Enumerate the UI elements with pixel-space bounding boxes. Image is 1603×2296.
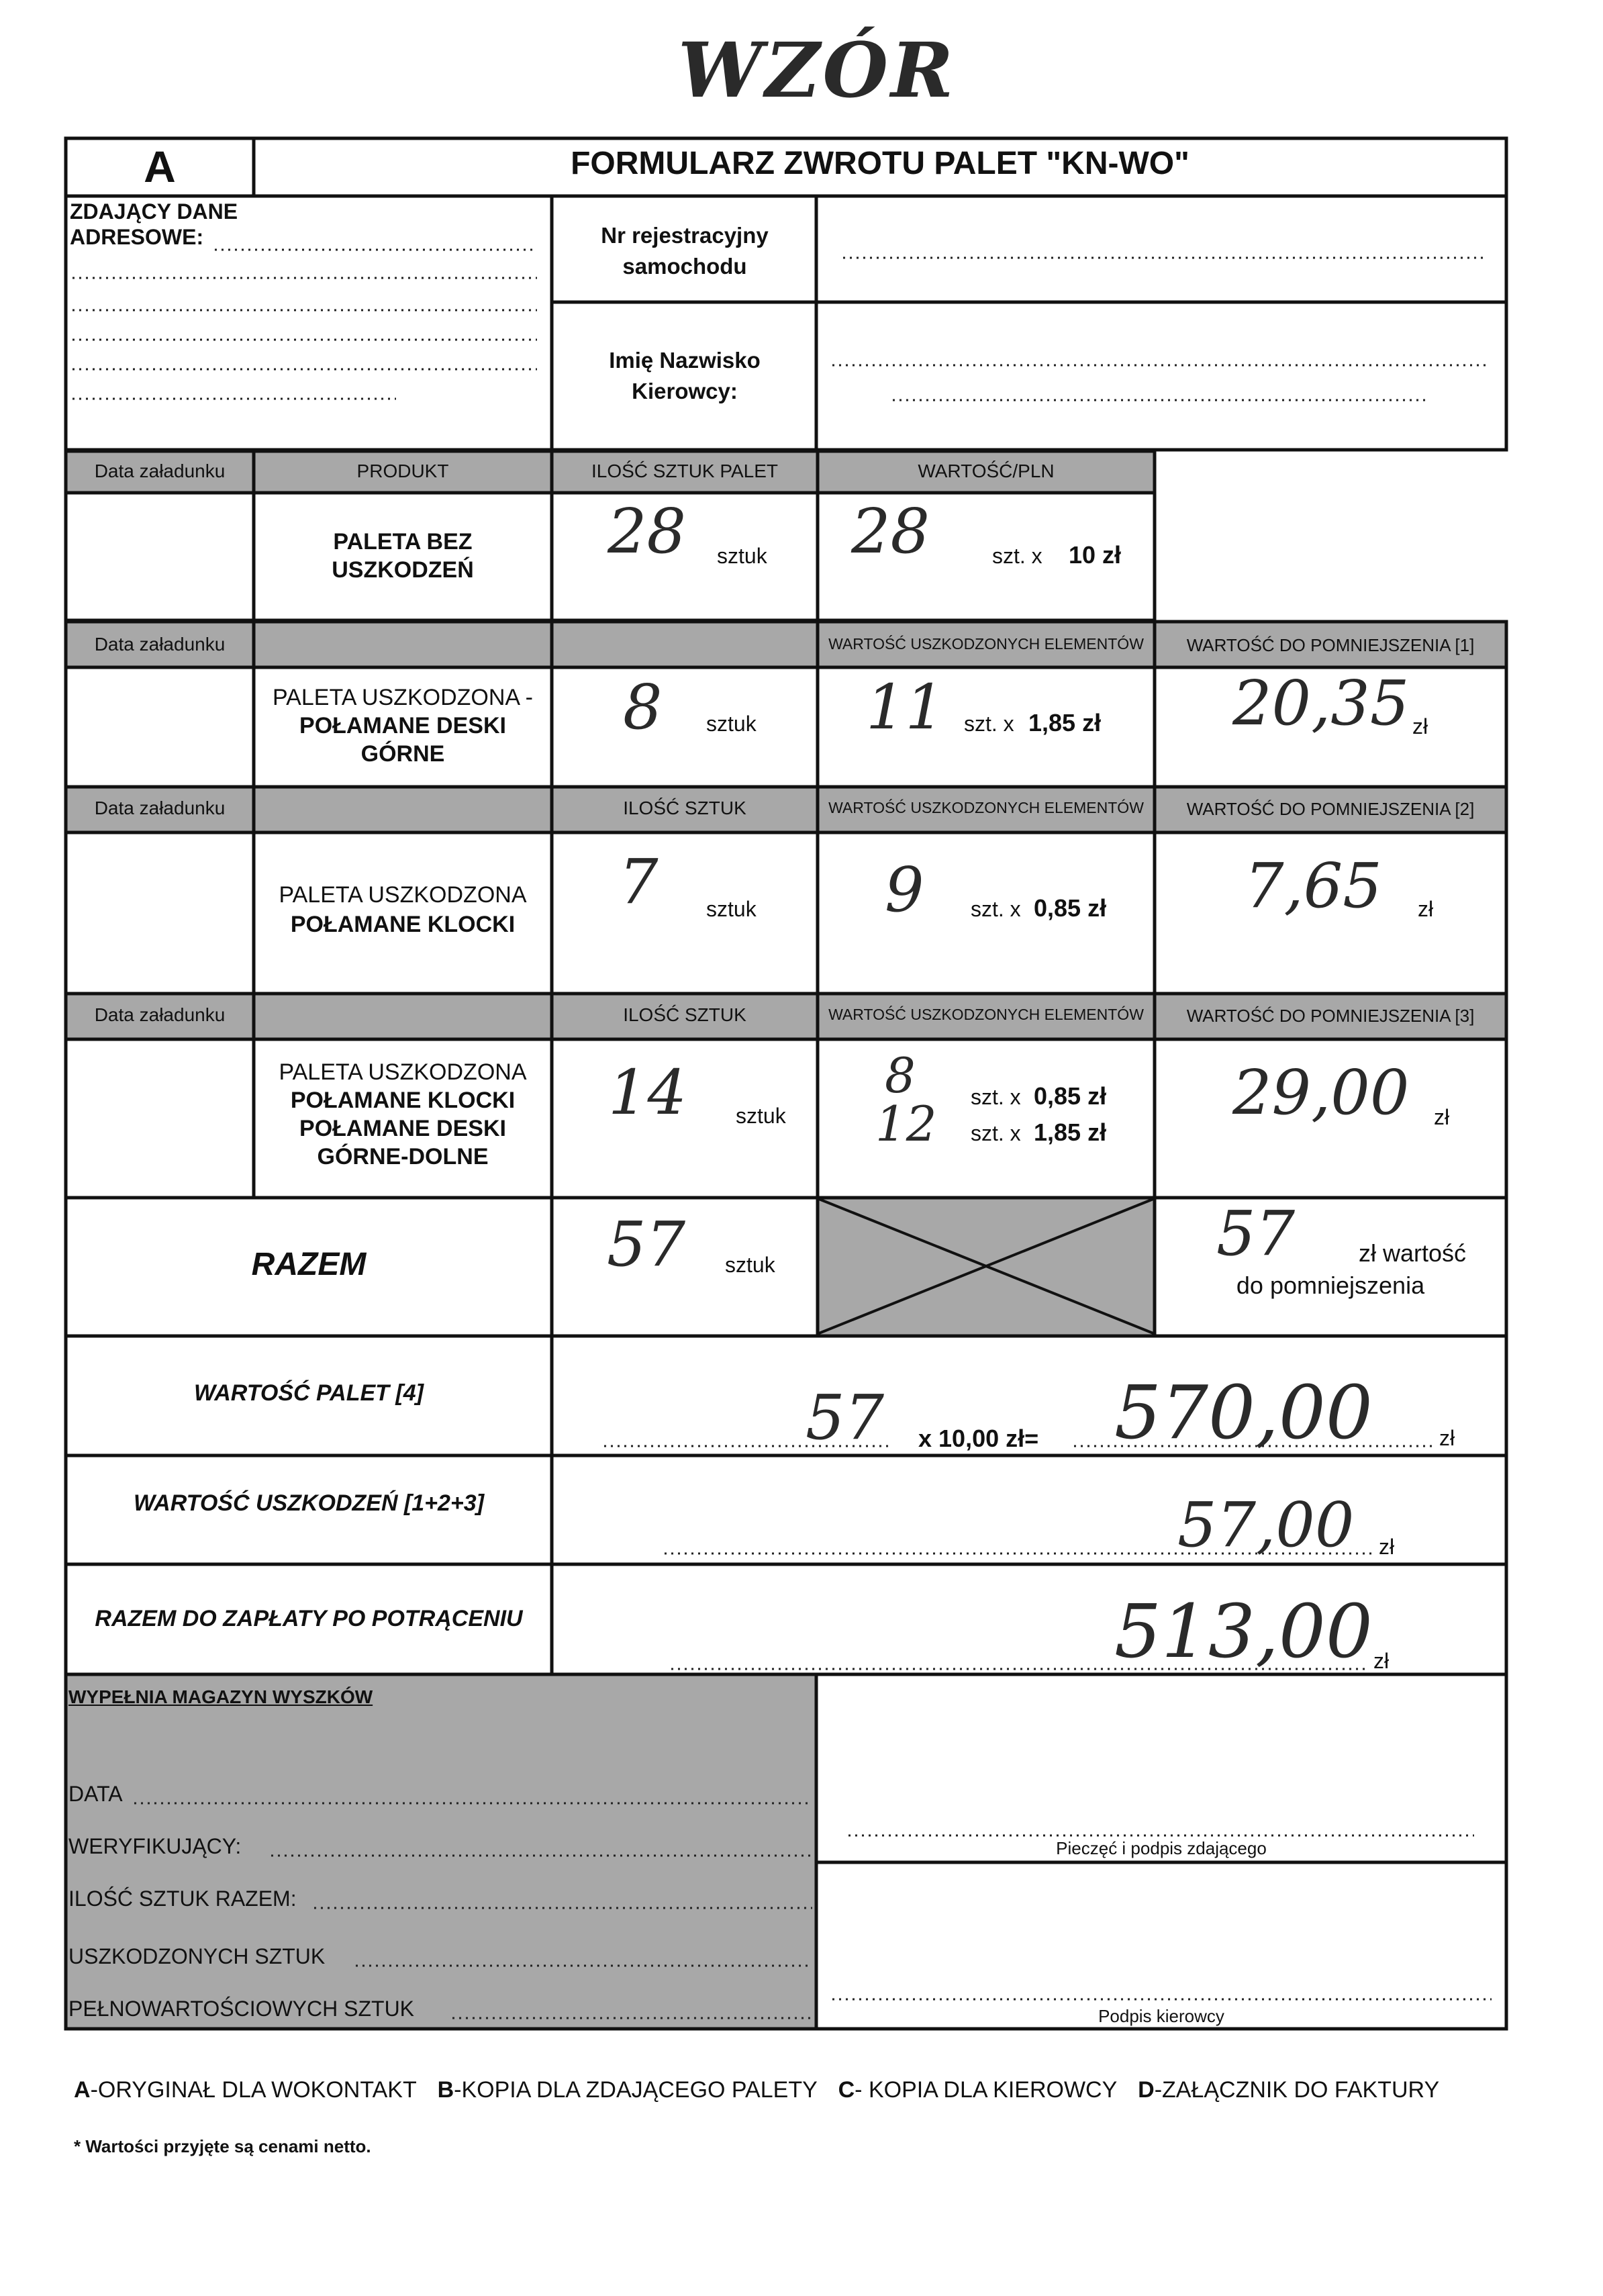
r4-damaged-value-header: WARTOŚĆ USZKODZONYCH ELEMENTÓW [828, 1006, 1144, 1023]
copy-d-text: -ZAŁĄCZNIK DO FAKTURY [1154, 2077, 1440, 2103]
stamp-wzor: WZÓR [678, 27, 957, 115]
warehouse-qty-total: ILOŚĆ SZTUK RAZEM: [68, 1886, 297, 1911]
load-date-label-4: Data załadunku [94, 1004, 226, 1025]
value-pln-header: WARTOŚĆ/PLN [918, 461, 1055, 481]
warehouse-damaged: USZKODZONYCH SZTUK [68, 1944, 326, 1968]
razem-label: RAZEM [251, 1247, 367, 1282]
r3-product-line2: POŁAMANE KLOCKI [290, 912, 516, 937]
sender-signature-label: Pieczęć i podpis zdającego [1056, 1838, 1267, 1858]
pallet-value-unit: zł [1439, 1426, 1455, 1450]
r4-qty-unit: sztuk [736, 1104, 786, 1128]
r1-qty: 28 [608, 495, 687, 567]
copy-a-text: -ORYGINAŁ DLA WOKONTAKT [90, 2077, 417, 2103]
r3-product-line1: PALETA USZKODZONA [279, 882, 527, 908]
r1-qty-unit: sztuk [717, 544, 767, 568]
r3-reduction: 7,65 [1245, 850, 1382, 922]
load-date-label-3: Data załadunku [94, 798, 226, 818]
driver-name-label: Imię Nazwisko Kierowcy: [609, 348, 761, 403]
r4-product-line3: POŁAMANE DESKI [299, 1116, 506, 1141]
razem-value-line1: zł wartość [1359, 1239, 1467, 1267]
copy-c-text: - KOPIA DLA KIEROWCY [855, 2077, 1117, 2103]
r3-elem-unit: szt. x [971, 897, 1021, 921]
r4-product-line1: PALETA USZKODZONA [279, 1059, 527, 1085]
copies-legend [74, 2077, 1439, 2103]
qty-pallets-header: ILOŚĆ SZTUK PALET [591, 461, 778, 481]
razem-qty-unit: sztuk [725, 1253, 775, 1277]
r4-reduction-unit: zł [1434, 1105, 1450, 1129]
r4-elem-price-a: 0,85 zł [1034, 1082, 1107, 1110]
pallet-value-label: WARTOŚĆ PALET [4] [194, 1380, 424, 1406]
r3-qty-header: ILOŚĆ SZTUK [623, 798, 746, 818]
registration-label: Nr rejestracyjny samochodu [601, 223, 769, 279]
r3-qty: 7 [619, 846, 659, 918]
r3-reduction-unit: zł [1418, 897, 1434, 921]
razem-qty: 57 [607, 1208, 686, 1280]
r4-elem-qty-b: 12 [875, 1096, 937, 1152]
copy-b-letter: B [437, 2077, 454, 2103]
r4-reduction: 29,00 [1232, 1057, 1410, 1129]
r1-value-price: 10 zł [1069, 541, 1122, 569]
r2-qty-unit: sztuk [706, 712, 757, 736]
r2-elem-unit: szt. x [964, 712, 1014, 736]
load-date-label-2: Data załadunku [94, 634, 226, 655]
r4-qty-header: ILOŚĆ SZTUK [623, 1004, 746, 1025]
pay-label: RAZEM DO ZAPŁATY PO POTRĄCENIU [95, 1606, 523, 1631]
r2-damaged-value-header: WARTOŚĆ USZKODZONYCH ELEMENTÓW [828, 635, 1144, 653]
sender-label: ZDAJĄCY DANE ADRESOWE: [70, 199, 238, 249]
r4-elem-price-b: 1,85 zł [1034, 1118, 1107, 1146]
r3-reduction-header: WARTOŚĆ DO POMNIEJSZENIA [2] [1186, 799, 1475, 819]
r2-product-line3: GÓRNE [360, 741, 445, 767]
warehouse-verifier: WERYFIKUJĄCY: [68, 1834, 242, 1858]
r2-product-line2: POŁAMANE DESKI [299, 713, 506, 738]
copy-a-letter: A [74, 2077, 91, 2103]
r1-value-qty: 28 [851, 495, 930, 567]
pallet-value: 570,00 [1114, 1370, 1373, 1455]
copy-d-letter: D [1138, 2077, 1155, 2103]
r1-product-line2: USZKODZEŃ [332, 557, 474, 583]
copy-b-text: -KOPIA DLA ZDAJĄCEGO PALETY [454, 2077, 818, 2103]
driver-signature-label: Podpis kierowcy [1098, 2006, 1224, 2026]
warehouse-date: DATA [68, 1782, 123, 1806]
r1-value-unit: szt. x [992, 544, 1042, 568]
r4-qty: 14 [608, 1057, 687, 1129]
r2-reduction-header: WARTOŚĆ DO POMNIEJSZENIA [1] [1186, 635, 1475, 655]
r4-elem-unit-a: szt. x [971, 1085, 1021, 1109]
copy-c-letter: C [838, 2077, 855, 2103]
warehouse-full-value: PEŁNOWARTOŚCIOWYCH SZTUK [68, 1997, 415, 2021]
warehouse-title: WYPEŁNIA MAGAZYN WYSZKÓW [68, 1686, 373, 1707]
damage-value-unit: zł [1379, 1535, 1395, 1559]
r3-elem-price: 0,85 zł [1034, 894, 1107, 922]
r2-elem-price: 1,85 zł [1028, 709, 1102, 736]
r1-product-line1: PALETA BEZ [333, 529, 473, 555]
net-price-note: * Wartości przyjęte są cenami netto. [74, 2136, 371, 2156]
form-title: FORMULARZ ZWROTU PALET "KN-WO" [571, 146, 1189, 181]
razem-value-line2: do pomniejszenia [1236, 1272, 1425, 1299]
r2-reduction-unit: zł [1412, 714, 1428, 738]
damage-value: 57,00 [1177, 1489, 1355, 1561]
copy-letter: A [144, 142, 176, 191]
r4-reduction-header: WARTOŚĆ DO POMNIEJSZENIA [3] [1186, 1006, 1475, 1026]
r3-damaged-value-header: WARTOŚĆ USZKODZONYCH ELEMENTÓW [828, 799, 1144, 816]
r2-elem-qty: 11 [866, 671, 945, 743]
r4-elem-qty-a: 8 [885, 1047, 916, 1104]
r2-reduction: 20,35 [1232, 667, 1410, 739]
pay-value-unit: zł [1373, 1649, 1390, 1673]
r3-qty-unit: sztuk [706, 897, 757, 921]
r3-elem-qty: 9 [885, 854, 924, 926]
damage-value-label: WARTOŚĆ USZKODZEŃ [1+2+3] [133, 1490, 485, 1516]
product-header: PRODUKT [356, 461, 449, 481]
load-date-label-1: Data załadunku [94, 461, 226, 481]
r4-product-line2: POŁAMANE KLOCKI [290, 1088, 516, 1113]
r4-product-line4: GÓRNE-DOLNE [317, 1144, 489, 1169]
r4-elem-unit-b: szt. x [971, 1121, 1021, 1145]
pay-value: 513,00 [1114, 1588, 1373, 1674]
razem-value: 57 [1216, 1198, 1296, 1270]
r2-product-line1: PALETA USZKODZONA - [273, 685, 533, 710]
r2-qty: 8 [623, 671, 663, 743]
pallet-mult: x 10,00 zł= [918, 1425, 1039, 1452]
pallet-qty: 57 [806, 1382, 885, 1453]
